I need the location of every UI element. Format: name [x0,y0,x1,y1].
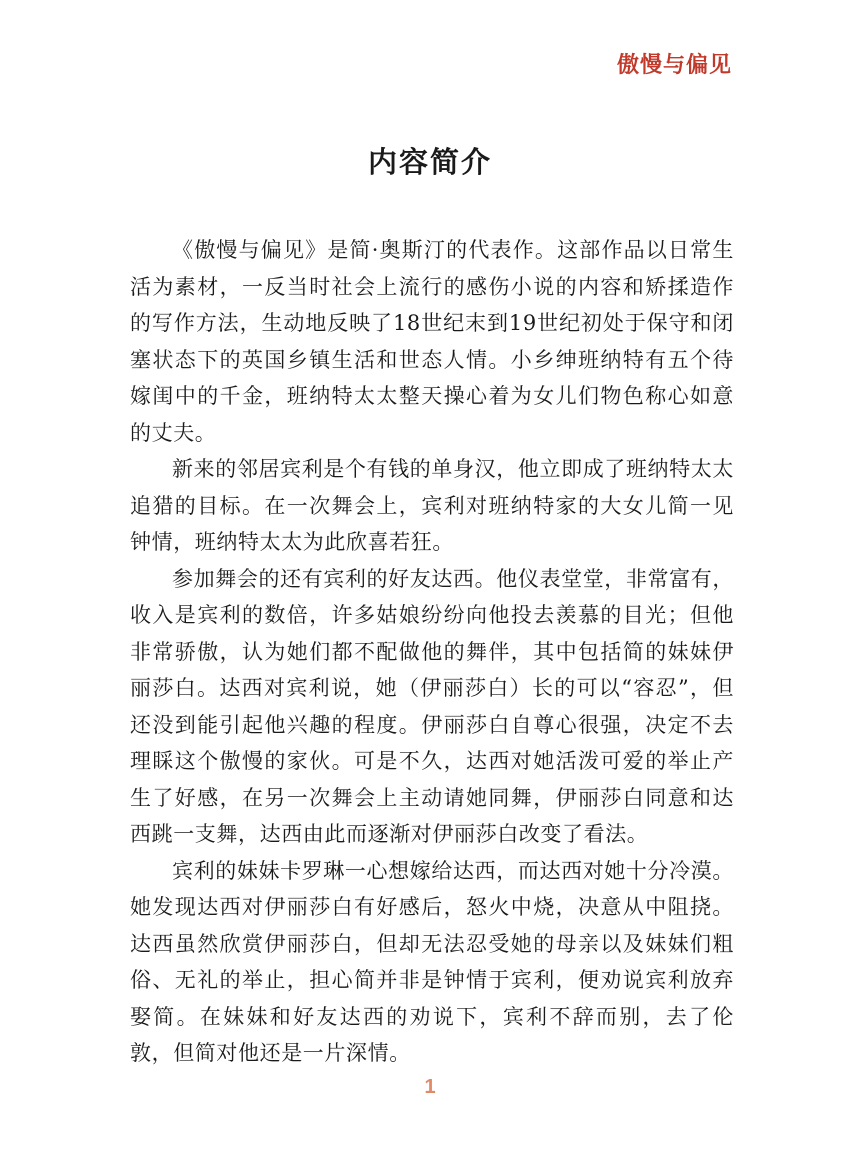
paragraph: 《傲慢与偏见》是简·奥斯汀的代表作。这部作品以日常生活为素材，一反当时社会上流行的感伤小说的内容和矫揉造作的写作方法，生动地反映了18世纪末到19世纪初处于保守和闭塞状态下的英国乡镇生活和世态人情。小乡绅班纳特有五个待嫁闺中的千金，班纳特太太整天操心着为女儿们物色称心如意的丈夫。 [130,238,734,445]
body-text [130,232,734,1072]
paragraph: 参加舞会的还有宾利的好友达西。他仪表堂堂，非常富有，收入是宾利的数倍，许多姑娘纷纷向他投去羡慕的目光；但他非常骄傲，认为她们都不配做他的舞伴，其中包括简的妹妹伊丽莎白。达西对宾利说，她（伊丽莎白）长的可以“容忍”，但还没到能引起他兴趣的程度。伊丽莎白自尊心很强，决定不去理睬这个傲慢的家伙。可是不久，达西对她活泼可爱的举止产生了好感，在另一次舞会上主动请她同舞，伊丽莎白同意和达西跳一支舞，达西由此而逐渐对伊丽莎白改变了看法。 [130,566,734,846]
paragraph: 新来的邻居宾利是个有钱的单身汉，他立即成了班纳特太太追猎的目标。在一次舞会上，宾利对班纳特家的大女儿简一见钟情，班纳特太太为此欣喜若狂。 [130,457,734,554]
running-head-book-title: 傲慢与偏见 [616,52,732,78]
page-number: 1 [424,1076,436,1098]
page-title: 内容简介 [367,145,492,179]
paragraph: 宾利的妹妹卡罗琳一心想嫁给达西，而达西对她十分冷漠。她发现达西对伊丽莎白有好感后，怒火中烧，决意从中阻挠。达西虽然欣赏伊丽莎白，但却无法忍受她的母亲以及妹妹们粗俗、无礼的举止，担心简并非是钟情于宾利，便劝说宾利放弃娶简。在妹妹和好友达西的劝说下，宾利不辞而别，去了伦敦，但简对他还是一片深情。 [130,858,734,1065]
